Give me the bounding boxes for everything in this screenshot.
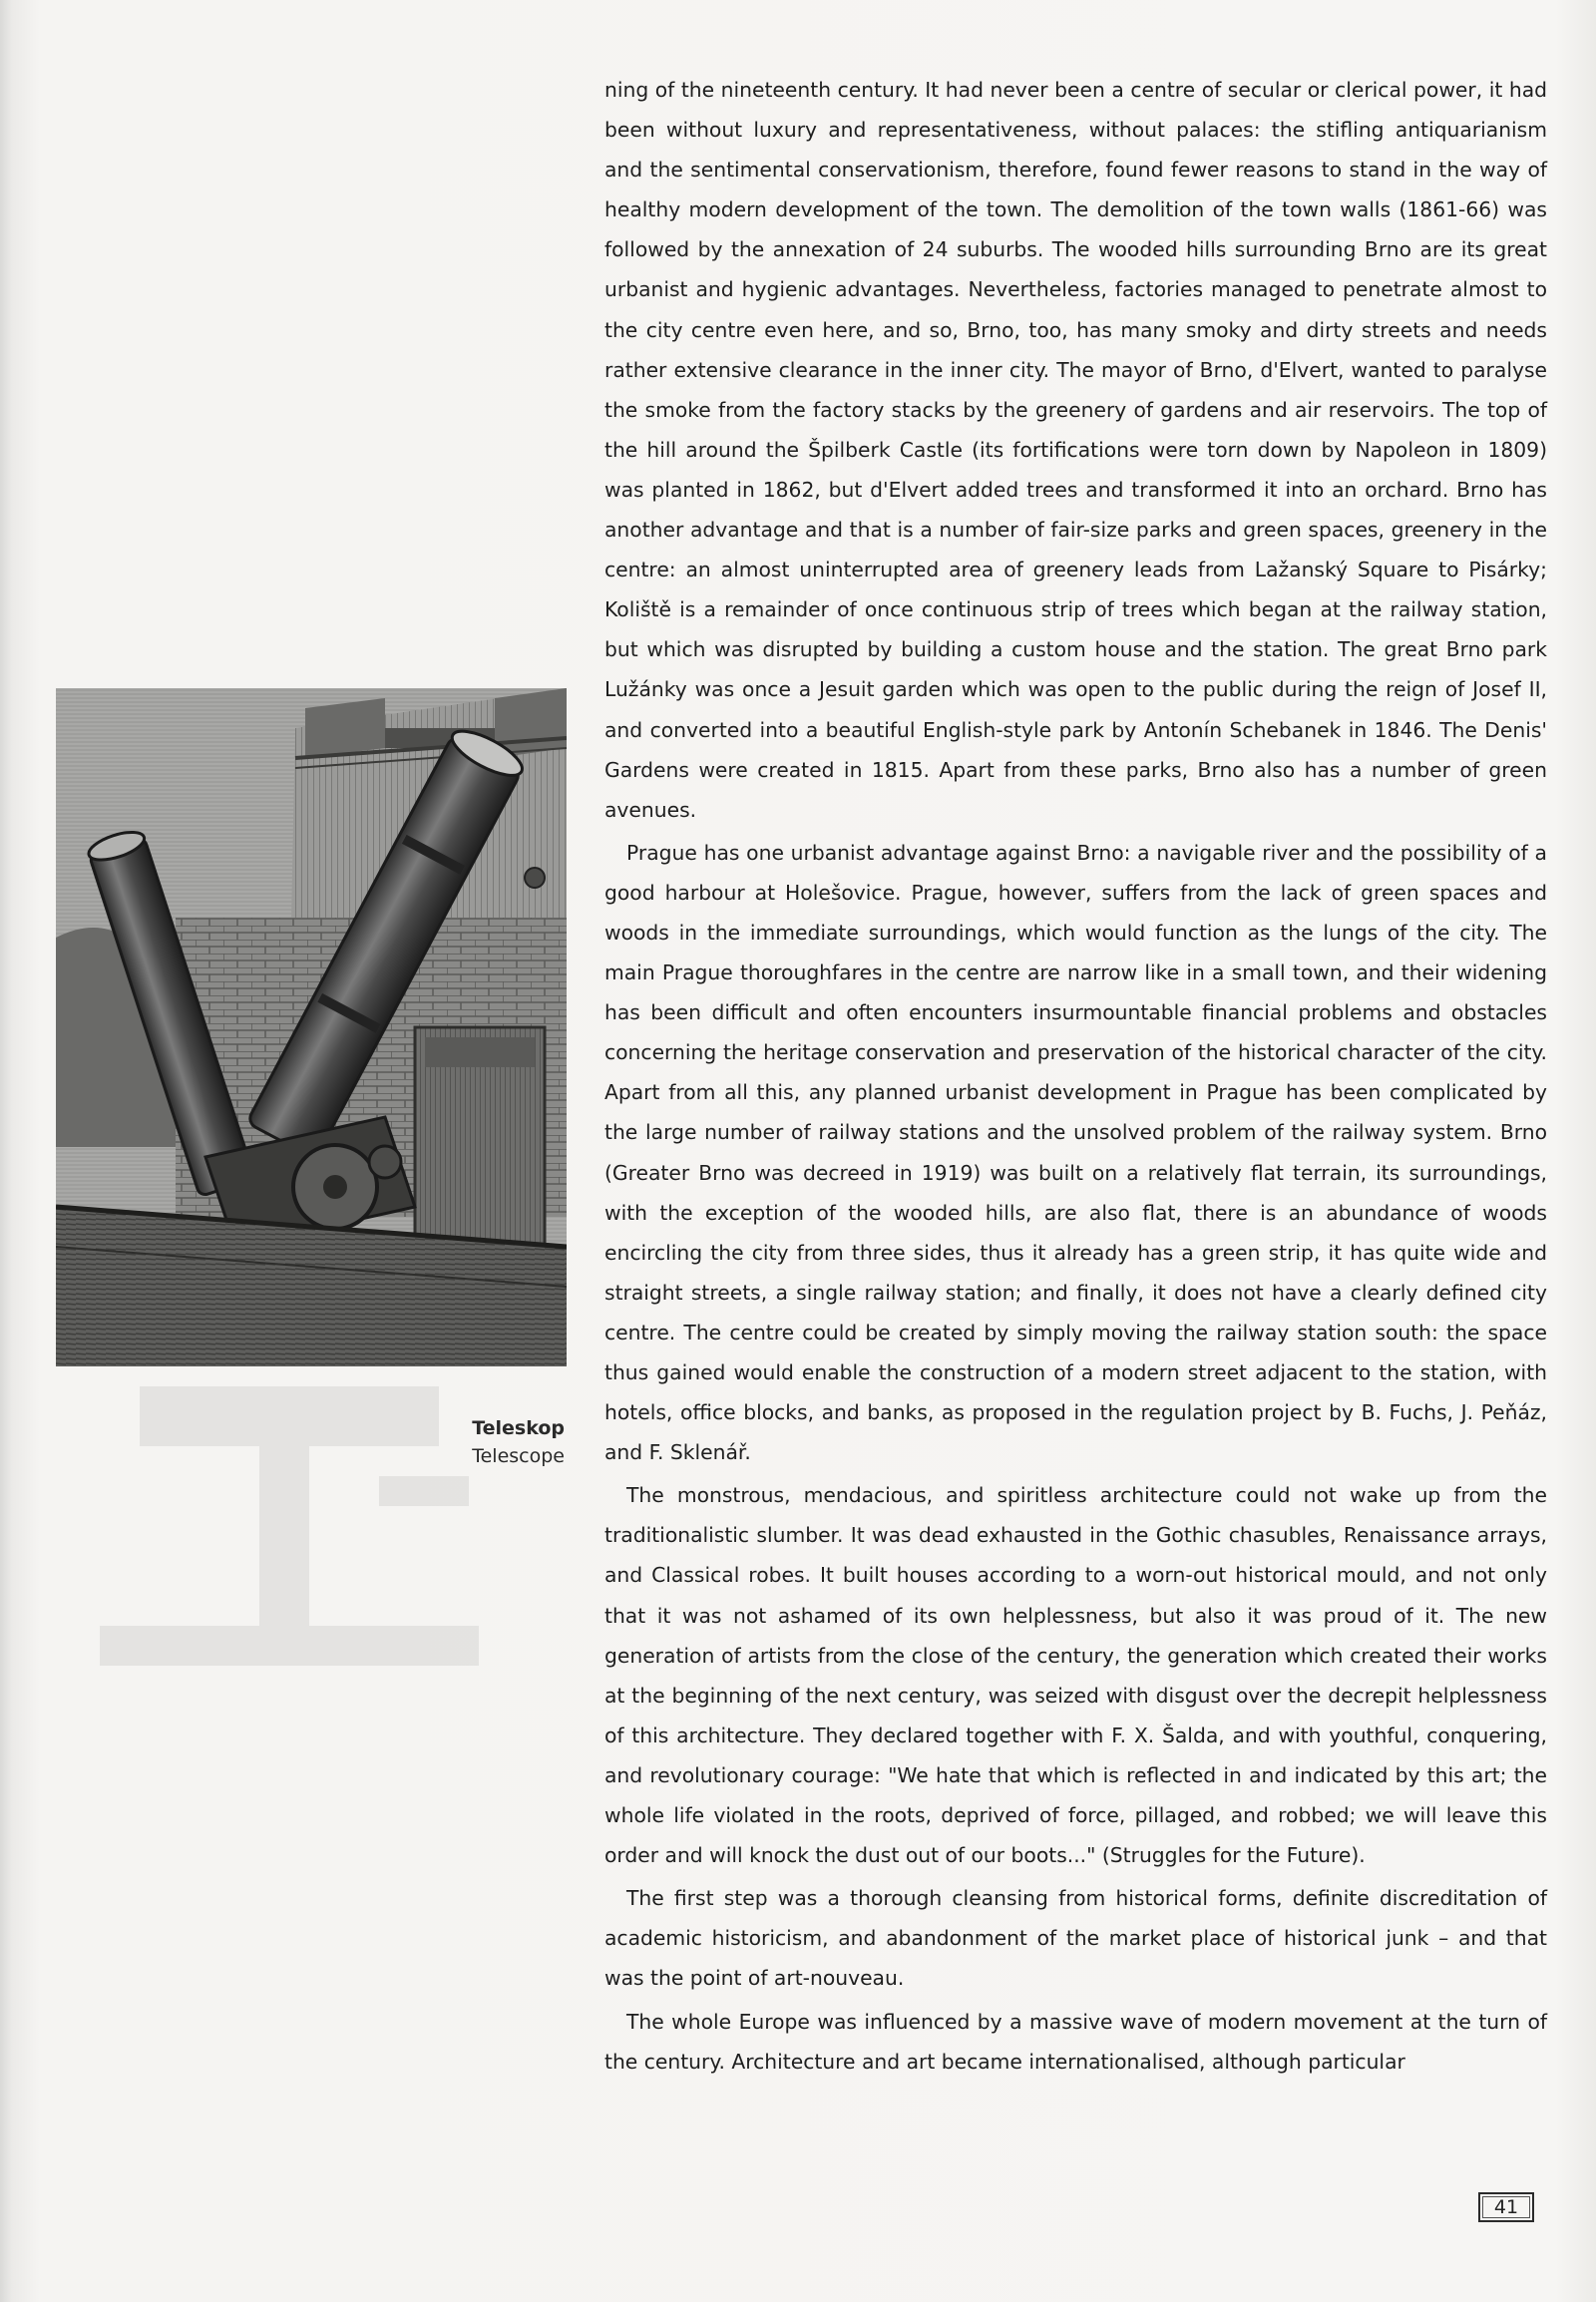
paragraph: The first step was a thorough cleansing from historical forms, definite discreditation of academic historicism, and abandonment of the market place of historical junk – and that was the point of art-nouveau. (604, 1886, 1547, 1991)
paragraph: ning of the nineteenth century. It had never been a centre of secular or clerical power, it had been without luxury and representativeness, without palaces: the stifling antiquarianism and the sentimental conservationism, therefore, found fewer reasons to stand in the way of healthy modern development of the town. The demolition of the town walls (1861-66) was followed by the annexation of 24 suburbs. The wooded hills surrounding Brno are its great urbanist and hygienic advantages. Nevertheless, factories managed to penetrate almost to the city centre even here, and so, Brno, too, has many smoky and dirty streets and needs rather extensive clearance in the inner city. The mayor of Brno, d'Elvert, wanted to paralyse the smoke from the factory stacks by the greenery of gardens and air reservoirs. The top of the hill around the Špilberk Castle (its fortifications were torn down by Napoleon in 1809) was planted in 1862, but d'Elvert added trees and transformed it into an orchard. Brno has another advantage and that is a number of fair-size parks and green spaces, greenery in the centre: an almost uninterrupted area of greenery leads from Lažanský Square to Pisárky; Koliště is a remainder of once continuous strip of trees which began at the railway station, but which was disrupted by building a custom house and the station. The great Brno park Lužánky was once a Jesuit garden which was open to the public during the reign of Josef II, and converted into a beautiful English-style park by Antonín Schebanek in 1846. The Denis' Gardens were created in 1815. Apart from these parks, Brno also has a number of green avenues. (604, 78, 1547, 822)
paragraph: The whole Europe was influenced by a massive wave of modern movement at the turn of the century. Architecture and art became internationalised, although particular (604, 2009, 1547, 2074)
paragraph: Prague has one urbanist advantage against Brno: a navigable river and the possibility of a good harbour at Holešovice. Prague, however, suffers from the lack of green spaces and woods in the immediate surroundings, which would function as the lungs of the city. The main Prague thoroughfares in the centre are narrow like in a small town, and their widening has been difficult and often encounters insurmountable financial problems and obstacles concerning the heritage conservation and preservation of the historical character of the city. Apart from all this, any planned urbanist development in Prague has been complicated by the large number of railway stations and the unsolved problem of the railway system. Brno (Greater Brno was decreed in 1919) was built on a relatively flat terrain, its surroundings, with the exception of the wooded hills, are also flat, there is an abundance of woods encircling the city from three sides, thus it already has a green strip, it has quite wide and straight streets, a single railway station; and finally, it does not have a clearly defined city centre. The centre could be created by simply moving the railway station south: the space thus gained would enable the construction of a modern street adjacent to the station, with hotels, office blocks, and banks, as proposed in the regulation project by B. Fuchs, J. Peňáz, and F. Sklenář. (604, 840, 1547, 1465)
telescope-engraving (56, 688, 567, 1366)
caption-czech: Teleskop (472, 1417, 565, 1439)
paragraph: The monstrous, mendacious, and spiritless architecture could not wake up from the traditionalistic slumber. It was dead exhausted in the Gothic chasubles, Renaissance arrays, and Classical robes. It built houses according to a worn-out historical mould, and not only that it was not ashamed of its own helplessness, but also it was proud of it. The new generation of artists from the close of the century, the generation which created their works at the beginning of the next century, was seized with disgust over the decrepit helplessness of this architecture. They declared together with F. X. Šalda, and with youthful, conquering, and revolutionary courage: "We hate that which is reflected in and indicated by this art; the whole life violated in the roots, deprived of force, pillaged, and robbed; we will leave this order and will knock the dust out of our boots..." (Struggles for the Future). (604, 1483, 1547, 1868)
page-number: 41 (1478, 2192, 1534, 2222)
telescope-illustration (56, 688, 567, 1366)
caption-english: Telescope (472, 1445, 565, 1467)
figure-caption (379, 1414, 565, 1470)
body-text (604, 70, 1547, 2082)
